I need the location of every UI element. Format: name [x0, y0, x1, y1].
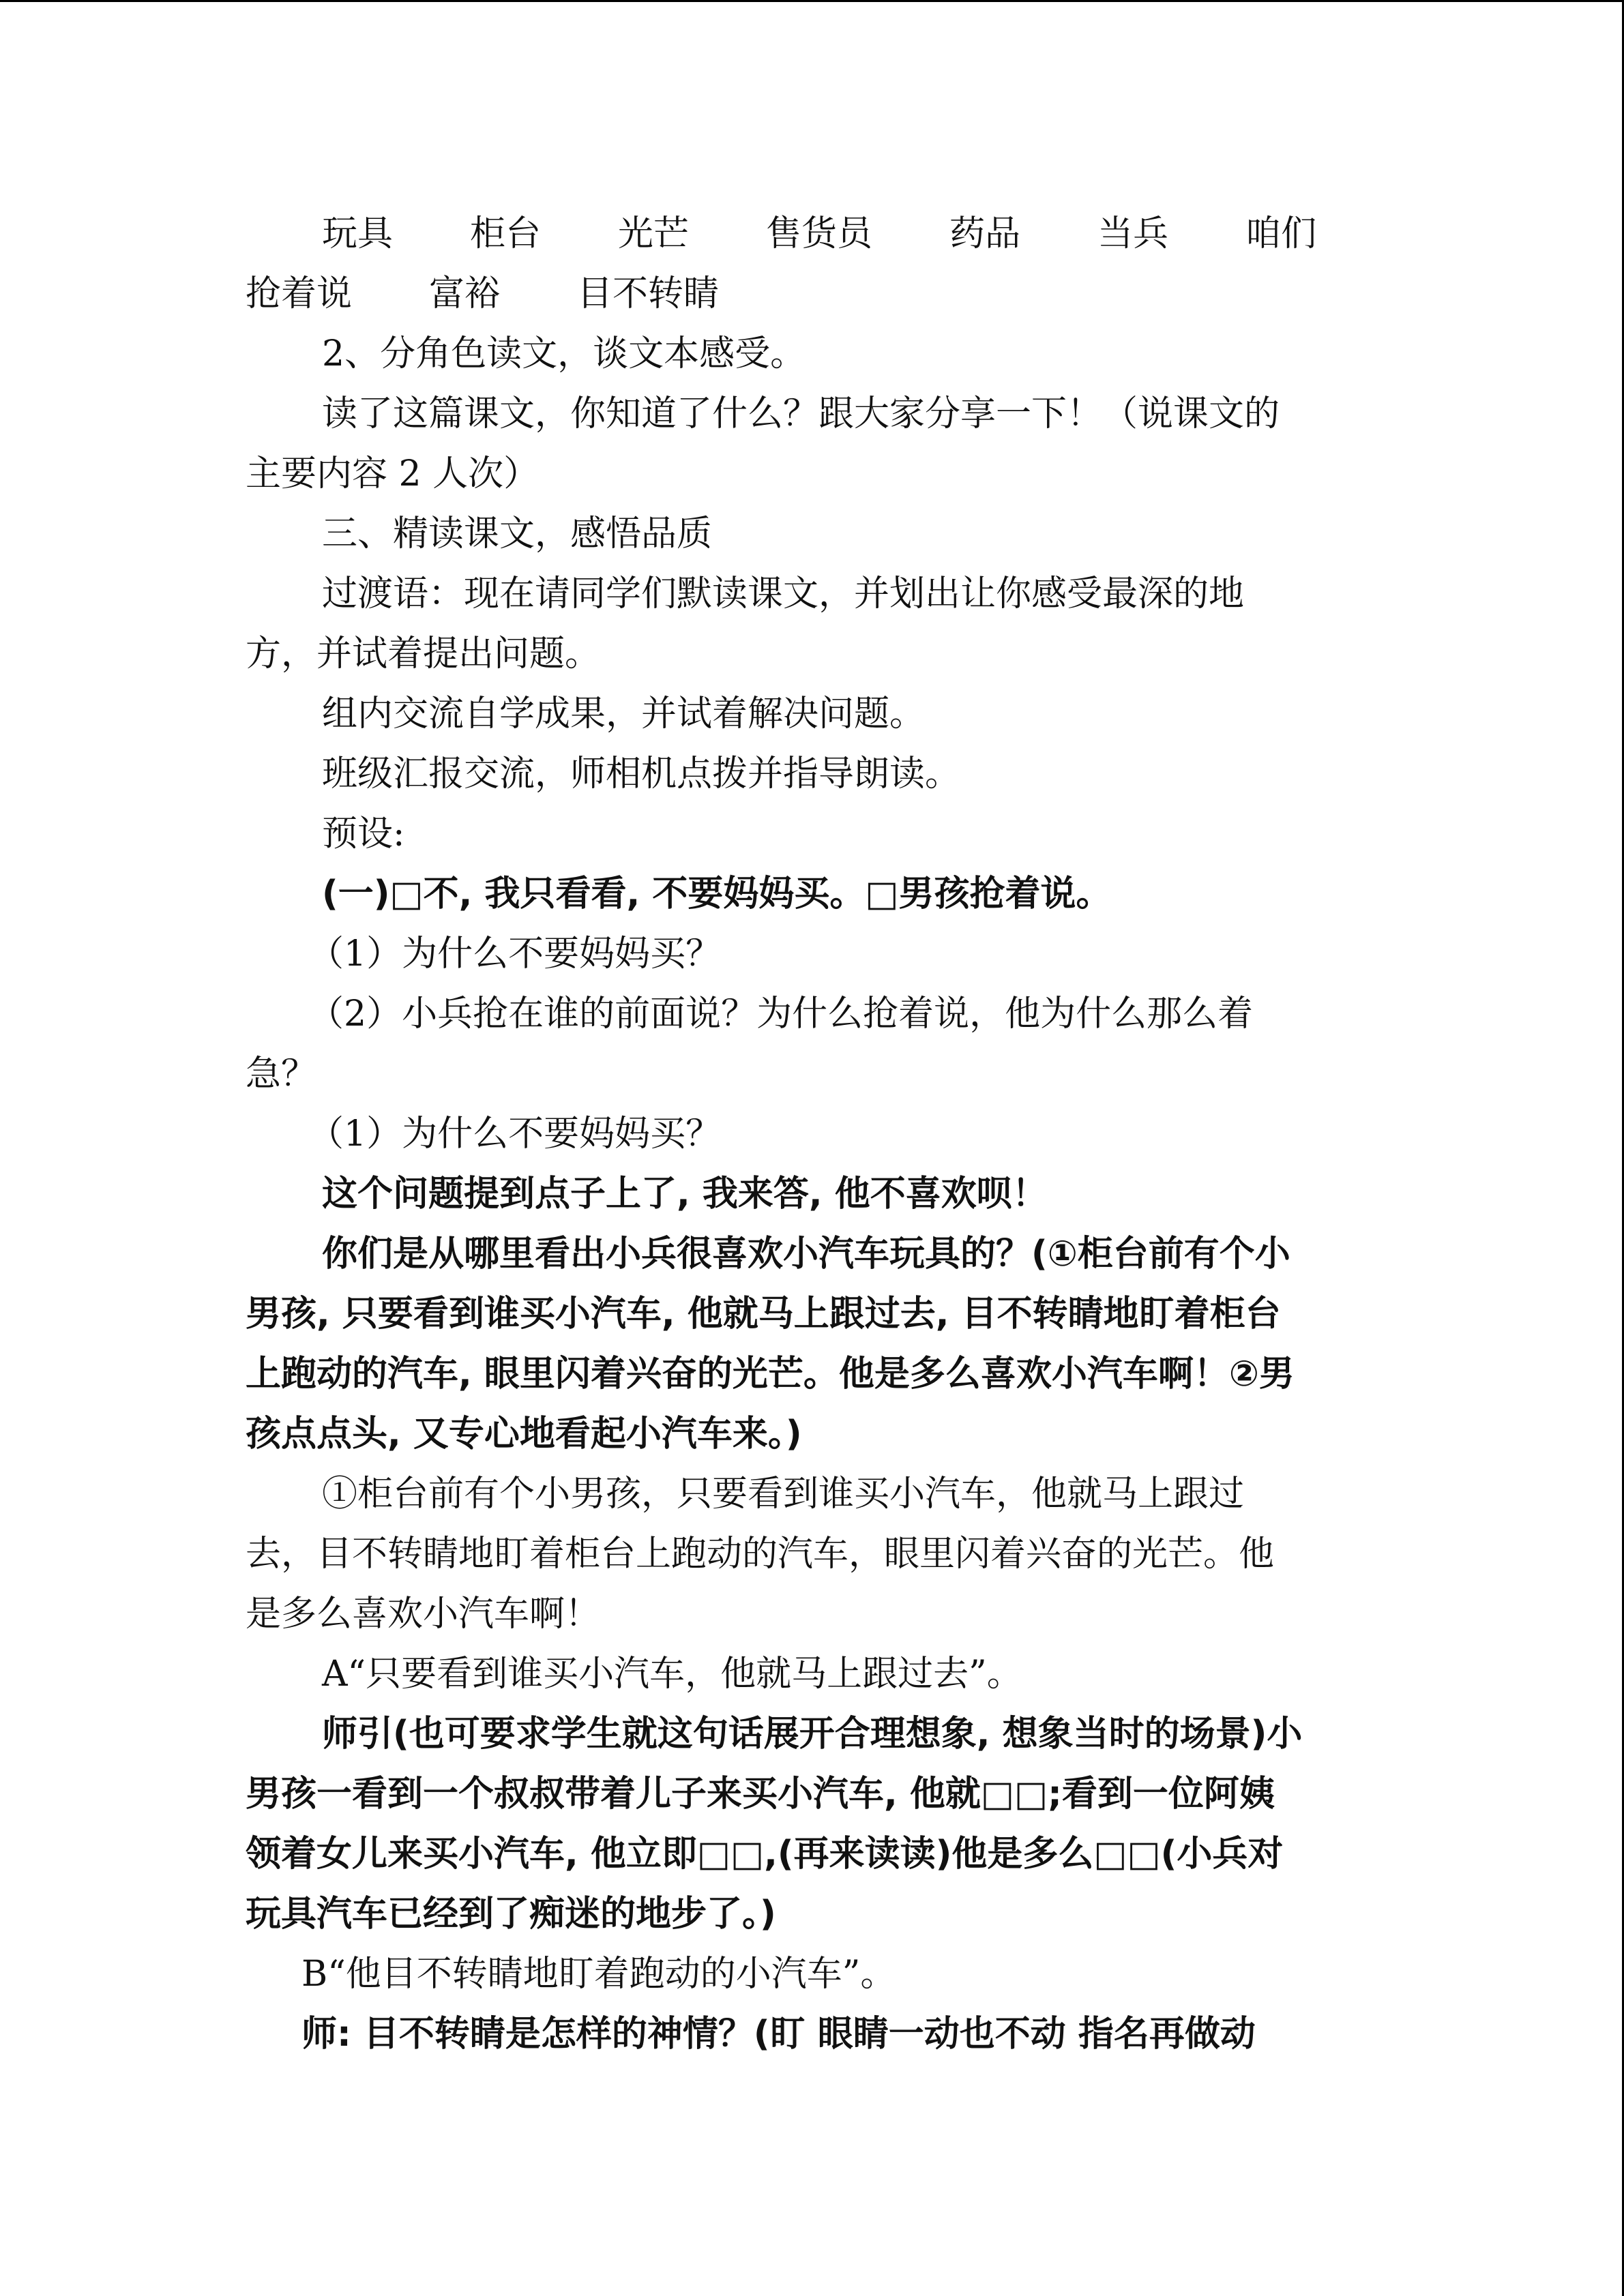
vocab-word: 柜台	[470, 213, 542, 254]
paragraph-line: 玩具汽车已经到了痴迷的地步了。)	[246, 1894, 776, 1935]
quote-line: B“他目不转睛地盯着跑动的小汽车”。	[301, 1954, 896, 1995]
paragraph-line: 方，并试着提出问题。	[246, 633, 601, 674]
paragraph-line: 预设:	[322, 814, 405, 854]
paragraph-line: 主要内容 2 人次）	[246, 453, 540, 494]
paragraph-line: 男孩一看到一个叔叔带着儿子来买小汽车, 他就□□;看到一位阿姨	[246, 1774, 1275, 1815]
paragraph-line: 去，目不转睛地盯着柜台上跑动的汽车，眼里闪着兴奋的光芒。他	[246, 1534, 1275, 1575]
paragraph-line: 师: 目不转睛是怎样的神情？(盯 眼睛一动也不动 指名再做动	[301, 2014, 1256, 2055]
vocab-word: 富裕	[429, 273, 501, 314]
paragraph-line: 组内交流自学成果，并试着解决问题。	[322, 694, 926, 734]
vocab-word: 药品	[949, 213, 1021, 254]
vocab-row-2	[246, 273, 719, 314]
paragraph-line: 领着女儿来买小汽车, 他立即□□,(再来读读)他是多么□□(小兵对	[246, 1834, 1284, 1875]
section-heading: 三、精读课文，感悟品质	[322, 513, 713, 554]
question-line: （1）为什么不要妈妈买？	[308, 1114, 722, 1154]
section-heading: 2、分角色读文，谈文本感受。	[322, 333, 806, 374]
paragraph-line: 班级汇报交流，师相机点拨并指导朗读。	[322, 754, 961, 794]
paragraph-line: 男孩, 只要看到谁买小汽车, 他就马上跟过去, 目不转睛地盯着柜台	[246, 1294, 1281, 1335]
paragraph-line: 上跑动的汽车, 眼里闪着兴奋的光芒。他是多么喜欢小汽车啊！②男	[246, 1354, 1295, 1395]
paragraph-line: 你们是从哪里看出小兵很喜欢小汽车玩具的？(①柜台前有个小	[322, 1234, 1290, 1274]
paragraph-line: 这个问题提到点子上了, 我来答, 他不喜欢呗！	[322, 1174, 1048, 1214]
quote-heading: (一)□不, 我只看看, 不要妈妈买。□男孩抢着说。	[322, 874, 1112, 914]
vocab-word: 抢着说	[246, 273, 353, 314]
quote-line: A“只要看到谁买小汽车，他就马上跟过去”。	[322, 1654, 1022, 1695]
paragraph-line: 过渡语：现在请同学们默读课文，并划出让你感受最深的地	[322, 573, 1245, 614]
vocab-word: 目不转睛	[577, 273, 720, 314]
paragraph-line: 读了这篇课文，你知道了什么？跟大家分享一下！（说课文的	[322, 393, 1280, 434]
paragraph-line: ①柜台前有个小男孩，只要看到谁买小汽车，他就马上跟过	[322, 1474, 1245, 1515]
paragraph-line: 急？	[246, 1054, 317, 1094]
vocab-row-1	[322, 213, 1316, 254]
paragraph-line: 孩点点头, 又专心地看起小汽车来。)	[246, 1414, 802, 1455]
vocab-word: 玩具	[322, 213, 394, 254]
vocab-word: 当兵	[1097, 213, 1169, 254]
paragraph-line: 师引(也可要求学生就这句话展开合理想象, 想象当时的场景)小	[322, 1714, 1303, 1755]
question-line: （1）为什么不要妈妈买？	[308, 934, 722, 974]
paragraph-line: 是多么喜欢小汽车啊！	[246, 1594, 601, 1635]
question-line: （2）小兵抢在谁的前面说？为什么抢着说，他为什么那么着	[308, 994, 1254, 1034]
vocab-word: 售货员	[766, 213, 873, 254]
vocab-word: 咱们	[1245, 213, 1317, 254]
vocab-word: 光芒	[618, 213, 690, 254]
